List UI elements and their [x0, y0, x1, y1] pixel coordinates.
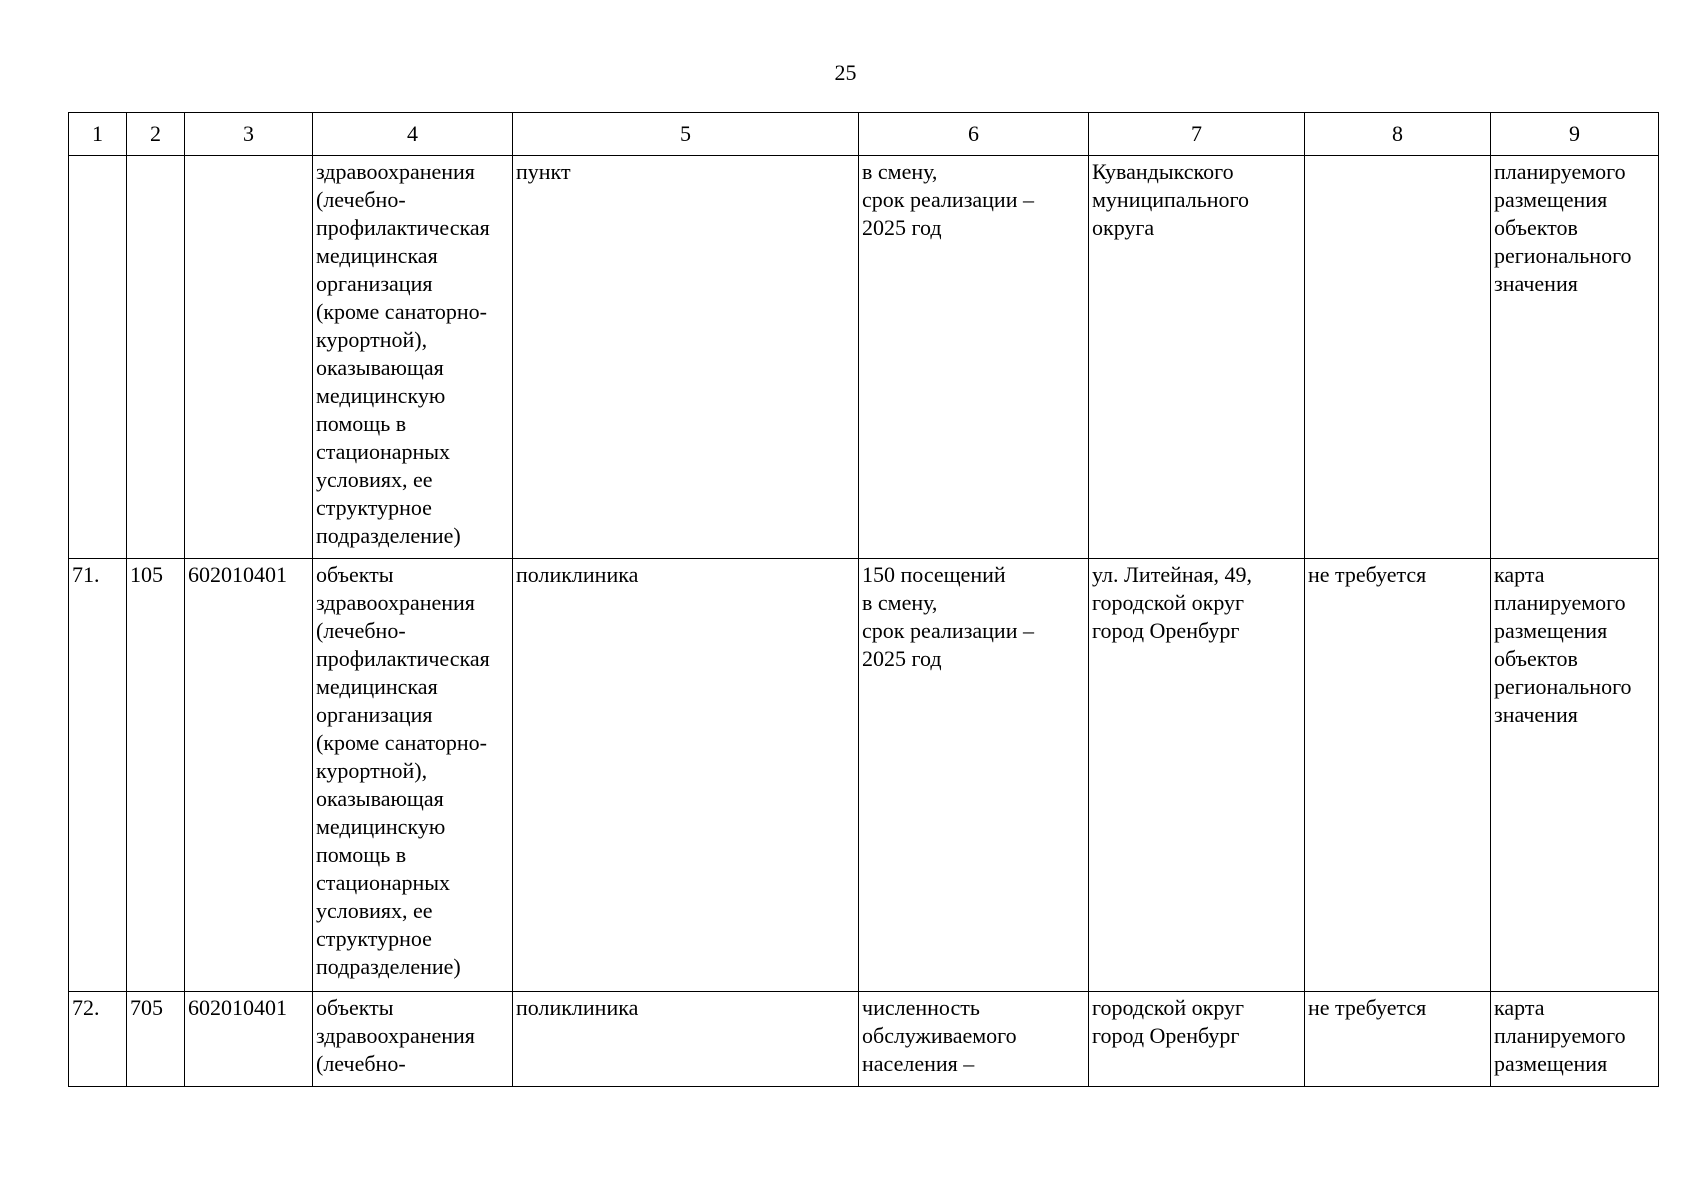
cell-code: 705: [127, 992, 185, 1087]
table-row: [69, 992, 1659, 1087]
cell-object-name: поликлиника: [513, 559, 859, 992]
cell-object-code: [185, 156, 313, 559]
cell-code: [127, 156, 185, 559]
header-cell: 4: [313, 113, 513, 156]
cell-characteristics: в смену, срок реализации – 2025 год: [859, 156, 1089, 559]
cell-code: 105: [127, 559, 185, 992]
cell-map: планируемого размещения объектов регионального значения: [1491, 156, 1659, 559]
cell-location: городской округ город Оренбург: [1089, 992, 1305, 1087]
page-number: 25: [834, 60, 857, 85]
cell-object-type: здравоохранения (лечебно- профилактическая медицинская организация (кроме санаторно- курортной), оказывающая медицинскую помощь в стационарных условиях, ее структурное подразделение): [313, 156, 513, 559]
table-row: [69, 559, 1659, 992]
cell-location: ул. Литейная, 49, городской округ город Оренбург: [1089, 559, 1305, 992]
cell-map: карта планируемого размещения объектов регионального значения: [1491, 559, 1659, 992]
data-table: [68, 112, 1659, 1087]
cell-zone: [1305, 156, 1491, 559]
table-header-row: [69, 113, 1659, 156]
header-cell: 7: [1089, 113, 1305, 156]
cell-object-code: 602010401: [185, 992, 313, 1087]
cell-map: карта планируемого размещения: [1491, 992, 1659, 1087]
cell-zone: не требуется: [1305, 992, 1491, 1087]
cell-characteristics: численность обслуживаемого населения –: [859, 992, 1089, 1087]
header-cell: 8: [1305, 113, 1491, 156]
header-cell: 3: [185, 113, 313, 156]
cell-object-type: объекты здравоохранения (лечебно- профилактическая медицинская организация (кроме санаторно- курортной), оказывающая медицинскую помощь в стационарных условиях, ее структурное подразделение): [313, 559, 513, 992]
cell-location: Кувандыкского муниципального округа: [1089, 156, 1305, 559]
cell-number: 72.: [69, 992, 127, 1087]
header-cell: 6: [859, 113, 1089, 156]
cell-object-code: 602010401: [185, 559, 313, 992]
cell-object-name: пункт: [513, 156, 859, 559]
header-cell: 5: [513, 113, 859, 156]
table-row: [69, 156, 1659, 559]
cell-object-name: поликлиника: [513, 992, 859, 1087]
cell-characteristics: 150 посещений в смену, срок реализации – 2025 год: [859, 559, 1089, 992]
header-cell: 9: [1491, 113, 1659, 156]
header-cell: 2: [127, 113, 185, 156]
cell-number: 71.: [69, 559, 127, 992]
cell-object-type: объекты здравоохранения (лечебно-: [313, 992, 513, 1087]
cell-number: [69, 156, 127, 559]
header-cell: 1: [69, 113, 127, 156]
cell-zone: не требуется: [1305, 559, 1491, 992]
